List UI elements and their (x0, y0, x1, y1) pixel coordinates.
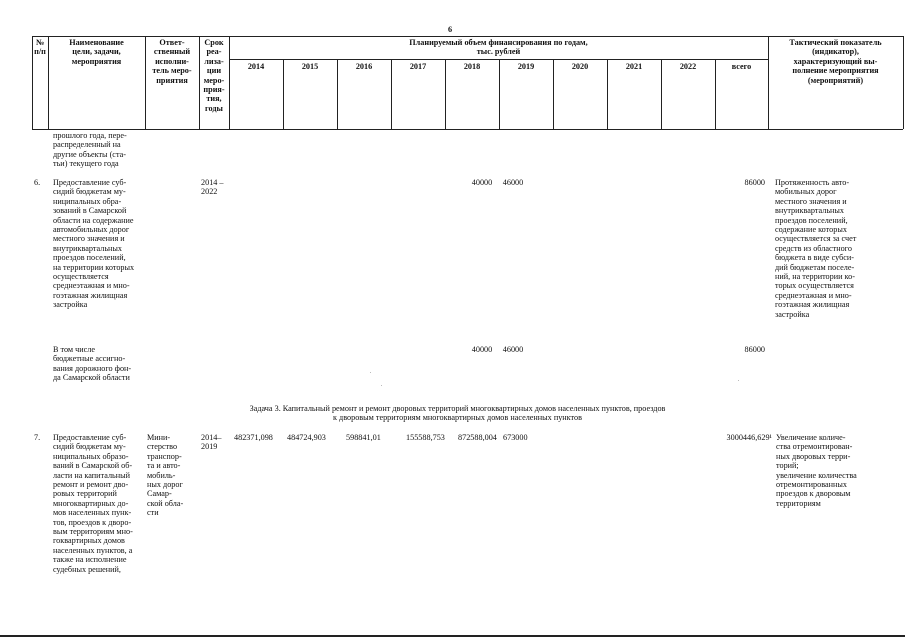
bottom-rule (0, 635, 905, 637)
row7-value-2015: 484724,903 (287, 433, 326, 442)
row7-indicator: Увеличение количе- ства отремонтирован- ных дворовых терри- торий; увеличение количества отремонтированных проездов к дворовым территориям (776, 433, 857, 508)
row7-value-2017: 155588,753 (406, 433, 445, 442)
row6-name: Предоставление суб- сидий бюджетам му- ниципальных обра- зований в Самарской области на содержание автомобильных дорог местного значения и внутриквартальных проездов поселений, на территории которых осуществляется среднеэтажная и мно- гоэтажная жилищная застройка (53, 178, 135, 310)
row7-term: 2014– 2019 (201, 433, 222, 452)
row6-sub-name: В том числе бюджетные ассигно- вания дорожного фон- да Самарской области (53, 345, 132, 383)
row6-value-2018: 40000 (471, 178, 493, 187)
header-number: № п/п (34, 38, 46, 57)
row7-value-2018: 872588,004 (458, 433, 497, 442)
header-year-2014: 2014 (247, 62, 265, 71)
header-financing-title: Планируемый объем финансирования по годам, тыс. рублей (409, 38, 588, 57)
row6-indicator: Протяженность авто- мобильных дорог местного значения и внутриквартальных проездов поселений, содержание которых осуществляется за счет средств из областного бюджета в виде субси- дий бюджетам поселе- ний, на территории ко- торых осуществляется среднеэтажная и мно- гоэтажная жилищная застройка (775, 178, 857, 319)
scan-artifact (370, 372, 371, 373)
row6-value-2019: 46000 (502, 178, 524, 187)
row6-sub-value-2018: 40000 (471, 345, 493, 354)
row7-total: 3000446,629¹ (726, 433, 772, 442)
header-year-2021: 2021 (625, 62, 643, 71)
header-year-2017: 2017 (409, 62, 427, 71)
header-year-2016: 2016 (355, 62, 373, 71)
header-executor: Ответ- ственный исполни- тель меро- приятия (152, 38, 192, 85)
row7-name: Предоставление суб- сидий бюджетам му- ниципальных образо- ваний в Самарской об- ласти на капитальный ремонт и ремонт дво- ровых территорий многоквартирных до- мов населенных пунк- тов, проездов к дворо- вым территориям мно- гоквартирных домов населенных пунктов, а также на исполнение судебных решений, (53, 433, 133, 574)
row6-total: 86000 (744, 178, 765, 187)
row7-number: 7. (34, 433, 41, 442)
continuation-text: прошлого года, пере- распределенный на другие объекты (ста- тьи) текущего года (53, 131, 127, 169)
header-indicator: Тактический показатель (индикатор), характеризующий вы- полнение мероприятия (мероприятий) (789, 38, 882, 85)
scan-artifact (738, 380, 739, 381)
row7-executor: Мини- стерство транспор- та и авто- мобиль- ных дорог Самар- ской обла- сти (147, 433, 184, 518)
header-term: Срок реа- лиза- ции меро- прия- тия, годы (203, 38, 225, 113)
row6-sub-total: 86000 (744, 345, 765, 354)
page-number: 6 (447, 25, 453, 34)
header-year-2019: 2019 (517, 62, 535, 71)
header-year-2020: 2020 (571, 62, 589, 71)
row7-value-2016: 598841,01 (346, 433, 381, 442)
task3-heading: Задача 3. Капитальный ремонт и ремонт дворовых территорий многоквартирных домов населенных пунктов, проездов к дворовым территориям многоквартирных домов населенных пунктов (249, 404, 666, 423)
header-total: всего (731, 62, 752, 71)
header-year-2018: 2018 (463, 62, 481, 71)
row7-value-2019: 673000 (503, 433, 528, 442)
header-year-2015: 2015 (301, 62, 319, 71)
row6-number: 6. (34, 178, 41, 187)
row6-sub-value-2019: 46000 (502, 345, 524, 354)
header-name: Наименование цели, задачи, мероприятия (69, 38, 124, 66)
scan-artifact (381, 385, 382, 386)
row7-value-2014: 482371,098 (234, 433, 273, 442)
header-year-2022: 2022 (679, 62, 697, 71)
row6-term: 2014 – 2022 (201, 178, 224, 197)
